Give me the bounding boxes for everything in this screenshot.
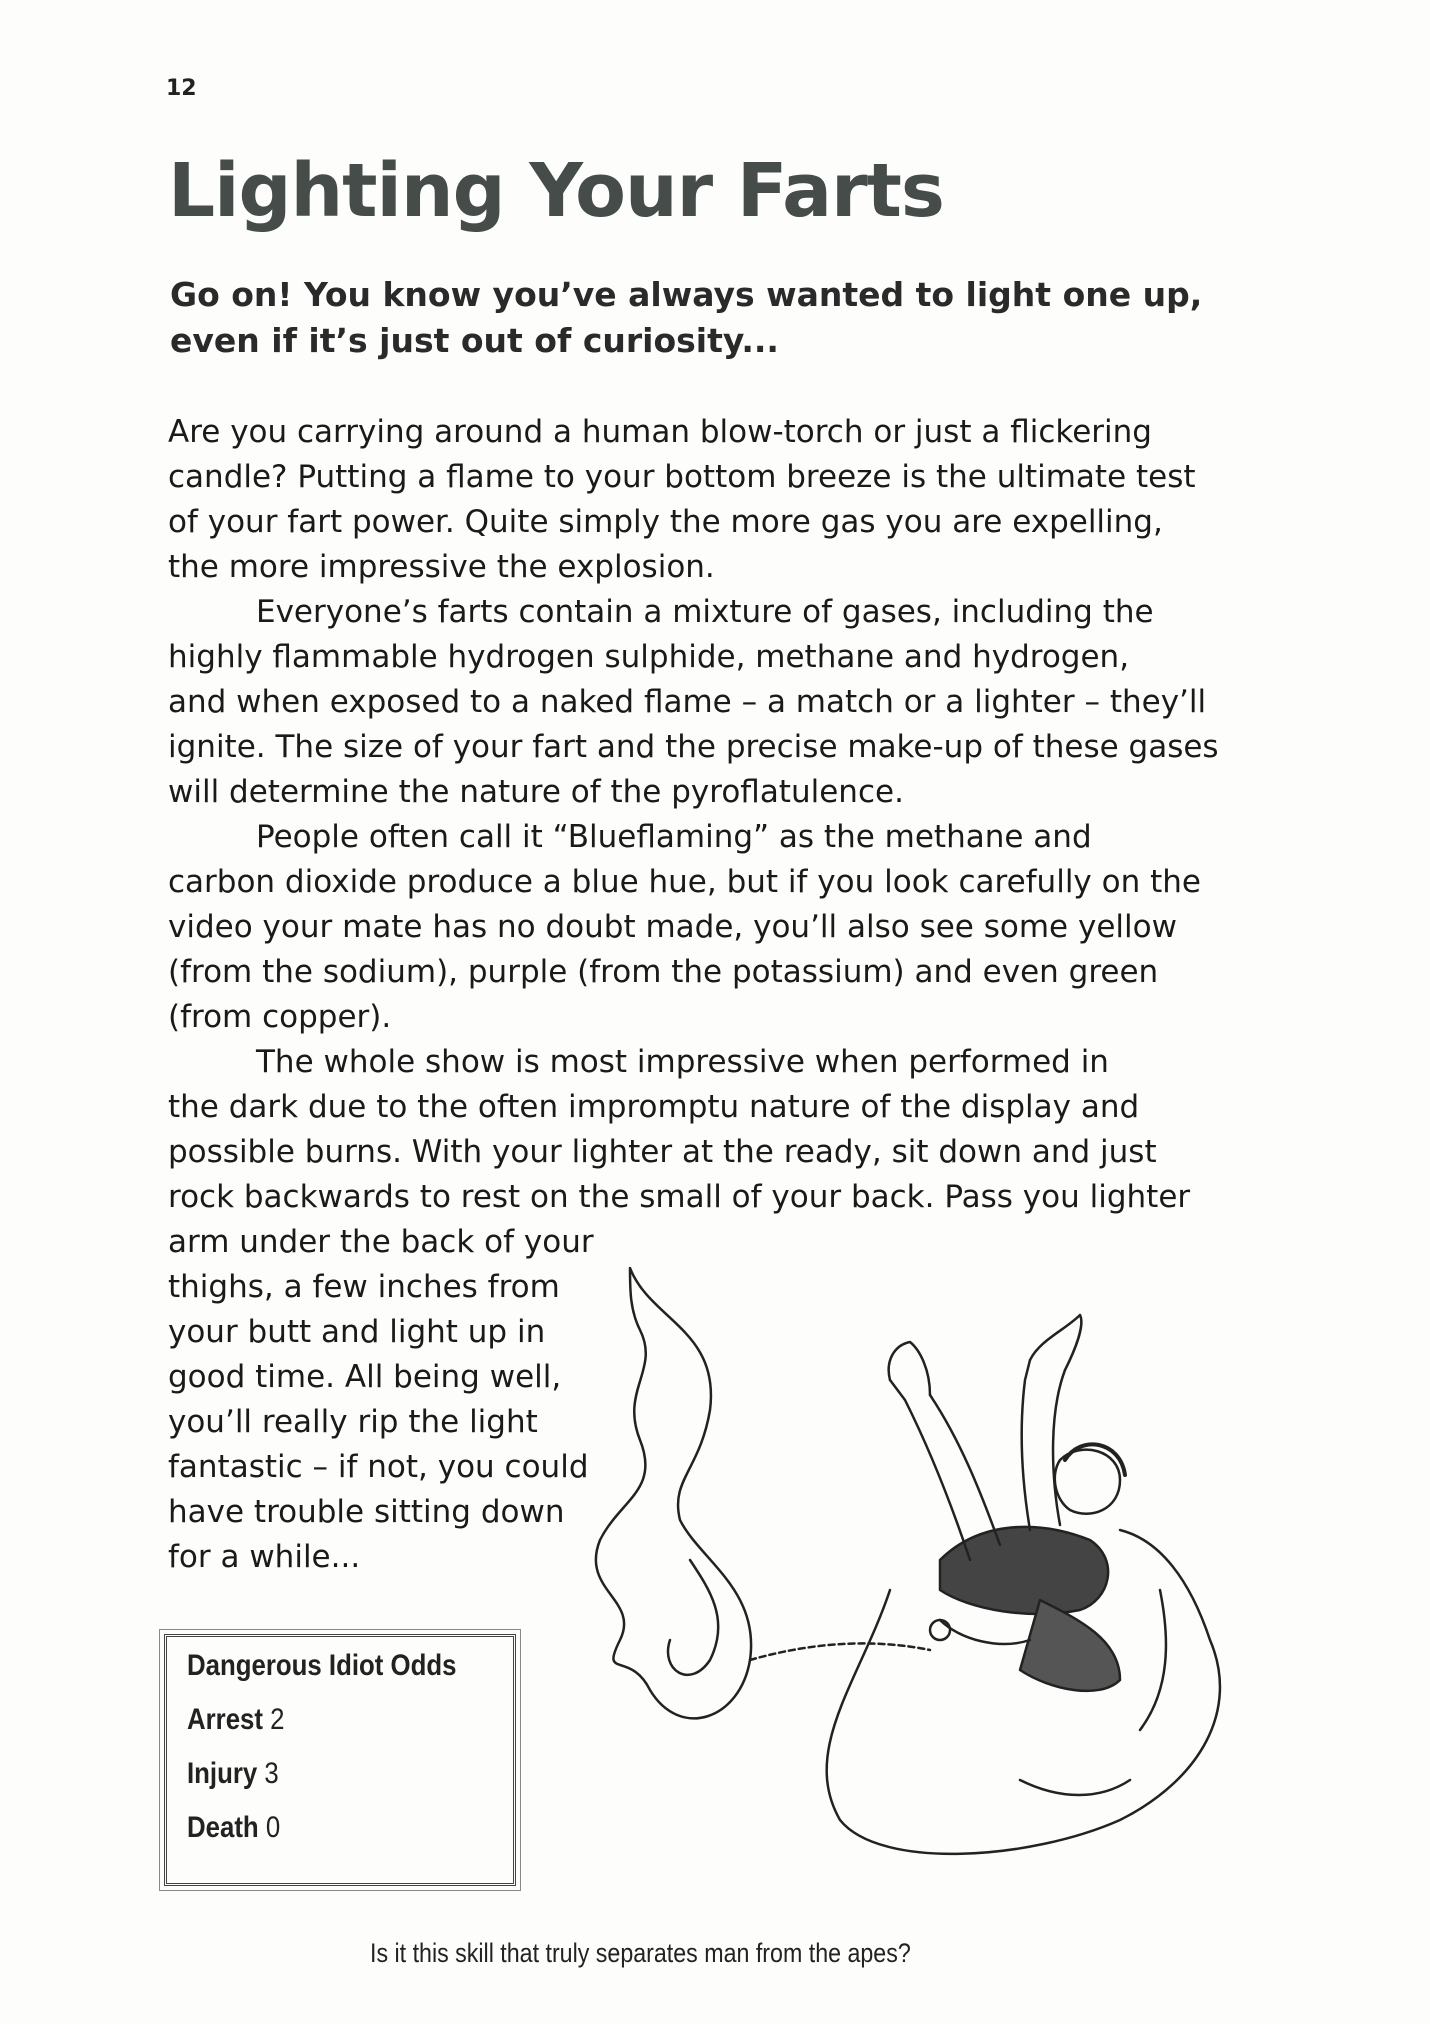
body-line: Everyone’s farts contain a mixture of gases, including the <box>256 594 1154 630</box>
subtitle-line: even if it’s just out of curiosity... <box>170 321 779 360</box>
body-line: arm under the back of your <box>168 1224 594 1260</box>
illustration-caption: Is it this skill that truly separates man from the apes? <box>370 1938 911 1968</box>
body-line: your butt and light up in <box>168 1314 546 1350</box>
odds-value: 3 <box>264 1757 279 1790</box>
odds-label: Injury <box>187 1757 258 1790</box>
body-line: have trouble sitting down <box>168 1494 565 1530</box>
lighter-hand <box>930 1620 950 1640</box>
arm <box>940 1620 1030 1644</box>
odds-row-death <box>187 1811 450 1845</box>
odds-title: Dangerous Idiot Odds <box>187 1649 457 1682</box>
body-line: People often call it “Blueflaming” as the methane and <box>256 819 1092 855</box>
leg-right <box>1053 1370 1065 1525</box>
foot-right <box>1030 1315 1081 1370</box>
page-number: 12 <box>166 76 197 101</box>
shirt <box>1020 1600 1120 1691</box>
beanbag-fold <box>1140 1590 1166 1730</box>
body-line: for a while... <box>168 1539 361 1575</box>
body-line: thighs, a few inches from <box>168 1269 560 1305</box>
odds-label: Death <box>187 1811 259 1844</box>
body-line: of your fart power. Quite simply the more gas you are expelling, <box>168 504 1163 540</box>
body-line: highly flammable hydrogen sulphide, methane and hydrogen, <box>168 639 1130 675</box>
body-line: the dark due to the often impromptu nature of the display and <box>168 1089 1140 1125</box>
body-line: Are you carrying around a human blow-torch or just a flickering <box>168 414 1152 450</box>
body-line: candle? Putting a flame to your bottom breeze is the ultimate test <box>168 459 1196 495</box>
body-line: you’ll really rip the light <box>168 1404 538 1440</box>
flame-stream <box>750 1643 930 1660</box>
body-line: possible burns. With your lighter at the ready, sit down and just <box>168 1134 1157 1170</box>
body-line: carbon dioxide produce a blue hue, but if you look carefully on the <box>168 864 1201 900</box>
body-line: (from copper). <box>168 999 392 1035</box>
illustration <box>560 1260 1240 1880</box>
odds-row-arrest <box>187 1703 450 1737</box>
body-line: good time. All being well, <box>168 1359 562 1395</box>
odds-value: 0 <box>265 1811 281 1844</box>
hair <box>1065 1444 1125 1475</box>
leg-left <box>890 1380 970 1560</box>
body-line: will determine the nature of the pyroflatulence. <box>168 774 904 810</box>
flame <box>596 1268 751 1718</box>
flame-inner <box>668 1560 718 1675</box>
body-line: fantastic – if not, you could <box>168 1449 589 1485</box>
odds-box <box>164 1634 516 1886</box>
body-line: and when exposed to a naked flame – a match or a lighter – they’ll <box>168 684 1207 720</box>
odds-value: 2 <box>270 1703 285 1736</box>
body-line: ignite. The size of your fart and the precise make-up of these gases <box>168 729 1219 765</box>
body-line: rock backwards to rest on the small of your back. Pass you lighter <box>168 1179 1191 1215</box>
page-title: Lighting Your Farts <box>168 148 944 234</box>
body-line: the more impressive the explosion. <box>168 549 715 585</box>
beanbag-fold <box>1020 1780 1130 1795</box>
body-line: The whole show is most impressive when performed in <box>256 1044 1109 1080</box>
leg-left <box>930 1395 1000 1545</box>
shorts <box>940 1527 1108 1614</box>
body-line: (from the sodium), purple (from the potassium) and even green <box>168 954 1159 990</box>
leg-right <box>1022 1360 1030 1530</box>
subtitle-line: Go on! You know you’ve always wanted to light one up, <box>170 275 1203 314</box>
body-line: video your mate has no doubt made, you’ll also see some yellow <box>168 909 1177 945</box>
subtitle <box>170 272 1203 364</box>
odds-row-injury <box>187 1757 450 1791</box>
odds-label: Arrest <box>187 1703 264 1736</box>
